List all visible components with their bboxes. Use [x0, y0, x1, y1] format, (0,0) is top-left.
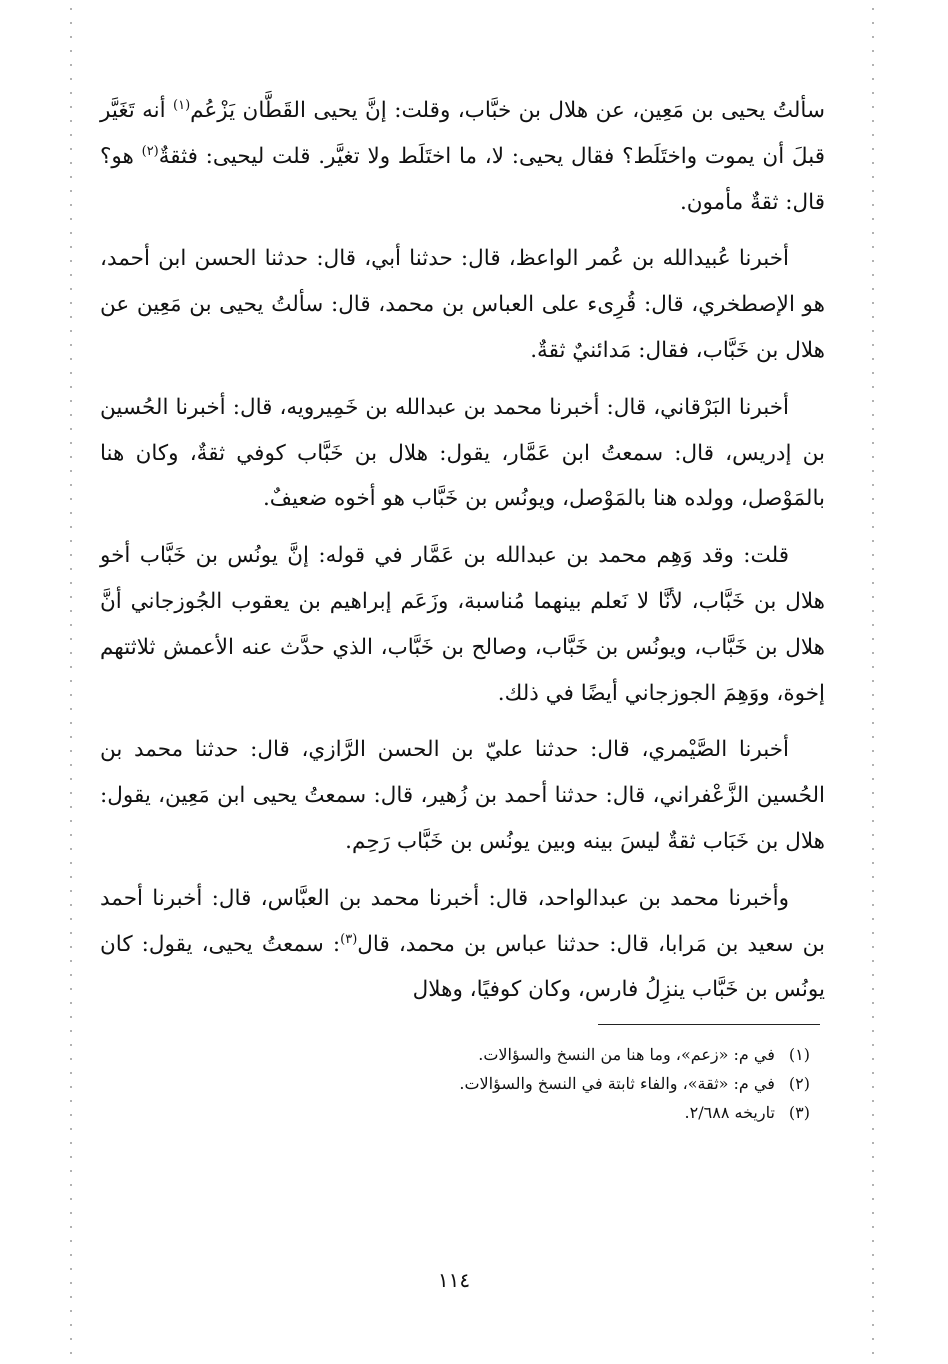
scan-dot [872, 316, 874, 318]
footnote-3-text: تاريخه ٢/٦٨٨. [684, 1103, 775, 1122]
scan-dot [70, 624, 72, 626]
scan-dot [70, 344, 72, 346]
scan-dot [70, 876, 72, 878]
scan-dot [70, 1198, 72, 1200]
page-number: ١١٤ [437, 1268, 471, 1292]
scan-dot [70, 1002, 72, 1004]
scan-dot [70, 50, 72, 52]
scan-dot [70, 988, 72, 990]
scan-dot [872, 1282, 874, 1284]
scan-dot [70, 1128, 72, 1130]
footnote-divider [598, 1024, 820, 1025]
scan-dot [872, 778, 874, 780]
scan-dot [70, 974, 72, 976]
scan-dot [70, 708, 72, 710]
scan-dot [872, 1184, 874, 1186]
scan-dot [70, 582, 72, 584]
scan-dot [872, 1058, 874, 1060]
scan-dot [70, 1114, 72, 1116]
paragraph-2: أخبرنا عُبيدالله بن عُمر الواعظ، قال: حدثنا أبي، قال: حدثنا الحسن ابن أحمد، هو الإصطخري، قال: قُرِىء على العباس بن محمد، قال: سألتُ يحيى بن مَعِين عن هلال بن خَبَّاب، فقال: مَدائنيٌ ثقةٌ. [100, 246, 825, 363]
scan-dot [70, 1296, 72, 1298]
scan-dot [70, 638, 72, 640]
paragraph-1 [100, 88, 825, 225]
scan-dot [872, 1198, 874, 1200]
scan-dot [70, 568, 72, 570]
footnote-ref-2: (٢) [141, 143, 159, 159]
scan-dot [872, 694, 874, 696]
scan-dot [70, 414, 72, 416]
scan-dot [70, 162, 72, 164]
scan-dot [70, 260, 72, 262]
scan-dot [70, 540, 72, 542]
scan-dot [872, 1324, 874, 1326]
paragraph-6-part-b: : سمعتُ يحيى، يقول: كان يونُس بن خَبَّاب ينزِلُ فارس، وكان كوفيًا، وهلال [100, 931, 825, 1003]
scan-dot [70, 470, 72, 472]
scan-dot [70, 274, 72, 276]
scan-dot [70, 848, 72, 850]
scan-dot [872, 820, 874, 822]
scan-dot [872, 1240, 874, 1242]
scan-dot [70, 1184, 72, 1186]
scan-dot [70, 316, 72, 318]
scan-dot [872, 540, 874, 542]
scan-dot [872, 526, 874, 528]
scan-dot [872, 428, 874, 430]
scan-dot [872, 680, 874, 682]
scan-dot [872, 834, 874, 836]
scan-dot [70, 302, 72, 304]
scan-dot [872, 1156, 874, 1158]
scan-dot [872, 442, 874, 444]
scan-dot [872, 862, 874, 864]
scan-dot [70, 960, 72, 962]
scan-dot [70, 120, 72, 122]
paragraph-4: قلت: وقد وَهِم محمد بن عبدالله بن عَمَّار في قوله: إنَّ يونُس بن خَبَّاب أخو هلال بن خَبَّاب، لأنَّا لا نَعلم بينهما مُناسبة، وزَعَم إبراهيم بن يعقوب الجُوزجاني أنَّ هلال بن خَبَّاب، ويونُس بن خَبَّاب، وصالح بن خَبَّاب، الذي حدَّث عنه الأعمش ثلاثتهم إخوة، ووَهِمَ الجوزجاني أيضًا في ذلك. [100, 543, 825, 706]
scan-dot [70, 1310, 72, 1312]
scan-dot [872, 708, 874, 710]
scan-dot [872, 848, 874, 850]
scan-dot [872, 1310, 874, 1312]
scan-dot [872, 582, 874, 584]
scan-dot [70, 400, 72, 402]
scan-dot [872, 50, 874, 52]
scan-dot [872, 386, 874, 388]
scan-dot [70, 512, 72, 514]
scan-dot [872, 400, 874, 402]
scan-dot [70, 204, 72, 206]
scan-dot [872, 1142, 874, 1144]
paragraph-1-part-a: سألتُ يحيى بن مَعِين، عن هلال بن خبَّاب، وقلت: إنَّ يحيى القَطَّان يَزْعُم [190, 98, 825, 123]
scan-dot [872, 106, 874, 108]
scan-dot [872, 1268, 874, 1270]
scan-dot [872, 554, 874, 556]
scan-dot [872, 1044, 874, 1046]
scan-dot [872, 988, 874, 990]
scan-dot [872, 456, 874, 458]
scan-dot [872, 1338, 874, 1340]
scan-dot [872, 1296, 874, 1298]
footnote-1-number: (١) [788, 1045, 810, 1064]
scan-dot [872, 750, 874, 752]
scan-dot [70, 386, 72, 388]
scan-dot [70, 834, 72, 836]
scan-dot [70, 8, 72, 10]
scan-dot [70, 1030, 72, 1032]
scan-dot [872, 932, 874, 934]
footnote-2-text: في م: «ثقة»، والفاء ثابتة في النسخ والسؤالات. [459, 1074, 775, 1093]
footnote-3 [300, 1098, 810, 1127]
scan-dot [70, 78, 72, 80]
scan-dot [872, 162, 874, 164]
scan-dot [70, 148, 72, 150]
scan-dot [872, 1072, 874, 1074]
scan-dot [872, 8, 874, 10]
scan-dot [70, 862, 72, 864]
scan-dot [70, 722, 72, 724]
scan-dot [70, 1268, 72, 1270]
scan-dot [70, 1044, 72, 1046]
scan-dot [872, 204, 874, 206]
scan-dot [872, 330, 874, 332]
scan-dot [872, 624, 874, 626]
scan-dot [872, 904, 874, 906]
scan-dot [70, 764, 72, 766]
scan-dot [70, 946, 72, 948]
scan-dot [70, 1324, 72, 1326]
scan-dot [872, 1352, 874, 1354]
scan-dot [70, 680, 72, 682]
scan-dot [70, 1142, 72, 1144]
scan-dot [872, 974, 874, 976]
scan-dot [872, 610, 874, 612]
scan-dot [70, 372, 72, 374]
scan-dot [70, 1072, 72, 1074]
scan-dot [872, 120, 874, 122]
footnote-2 [300, 1069, 810, 1098]
footnotes [300, 1040, 810, 1127]
scan-dot [70, 106, 72, 108]
scan-dot [872, 498, 874, 500]
scan-dot [70, 806, 72, 808]
scan-dot [70, 918, 72, 920]
scan-dot [70, 1212, 72, 1214]
scan-dot [70, 820, 72, 822]
scan-dot [872, 274, 874, 276]
scan-dot [70, 526, 72, 528]
scan-dot [872, 246, 874, 248]
scan-dot [70, 652, 72, 654]
scan-dot [70, 1338, 72, 1340]
scan-dot [70, 1058, 72, 1060]
scan-dot [872, 484, 874, 486]
scan-dot [872, 148, 874, 150]
scan-dot [70, 218, 72, 220]
footnote-2-number: (٢) [788, 1074, 810, 1093]
scan-dot [70, 442, 72, 444]
scan-dot [872, 64, 874, 66]
scan-dot [70, 1226, 72, 1228]
paragraph-1-part-b: أنه تَغَيَّر قبلَ أن يموت واختَلَط؟ فقال يحيى: لا، ما اختَلَط ولا تغيَّر. قلت ليحيى: فثقةٌ [100, 98, 825, 169]
scan-dot [70, 1100, 72, 1102]
scan-dot [872, 568, 874, 570]
scan-dot [872, 372, 874, 374]
scan-dot [872, 722, 874, 724]
scan-dot [872, 232, 874, 234]
scan-dot [70, 666, 72, 668]
footnote-ref-1: (١) [173, 97, 191, 113]
scan-dot [872, 1002, 874, 1004]
scan-dot [70, 484, 72, 486]
scan-dot [70, 456, 72, 458]
scan-dot [872, 1128, 874, 1130]
scan-dot [70, 190, 72, 192]
scan-dot [872, 764, 874, 766]
scan-dot [872, 1016, 874, 1018]
scan-dot [872, 302, 874, 304]
scan-dot [70, 64, 72, 66]
scan-dot [70, 232, 72, 234]
scan-dot-column-left [70, 0, 72, 1364]
scan-dot [70, 778, 72, 780]
scan-dot [70, 330, 72, 332]
scan-dot [70, 22, 72, 24]
scan-dot [872, 946, 874, 948]
scan-dot [872, 1100, 874, 1102]
scan-dot [872, 638, 874, 640]
scan-dot [70, 750, 72, 752]
scan-dot [872, 414, 874, 416]
scan-dot [70, 1170, 72, 1172]
scan-dot [70, 92, 72, 94]
scan-dot [872, 876, 874, 878]
scan-dot [872, 512, 874, 514]
footnote-3-number: (٣) [788, 1103, 810, 1122]
scan-dot [872, 470, 874, 472]
scan-dot [872, 92, 874, 94]
scan-dot [70, 246, 72, 248]
paragraph-3: أخبرنا البَرْقاني، قال: أخبرنا محمد بن عبدالله بن خَمِيرويه، قال: أخبرنا الحُسين بن إدريس، قال: سمعتُ ابن عَمَّار، يقول: هلال بن خَبَّاب كوفي ثقةٌ، وكان هنا بالمَوْصل، وولده هنا بالمَوْصل، ويونُس بن خَبَّاب هو أخوه ضعيفٌ. [100, 394, 825, 512]
footnote-1-text: في م: «زعم»، وما هنا من النسخ والسؤالات. [478, 1045, 775, 1064]
scan-dot [872, 1170, 874, 1172]
footnote-ref-3: (٣) [340, 931, 358, 947]
scan-dot [70, 134, 72, 136]
scan-dot [872, 36, 874, 38]
scan-dot [70, 904, 72, 906]
paragraph-1-part-c: هو؟ قال: ثقةٌ مأمون. [100, 143, 825, 215]
scan-dot [70, 736, 72, 738]
scan-dot [872, 918, 874, 920]
scan-dot [872, 344, 874, 346]
scan-dot [70, 1352, 72, 1354]
paragraph-5: أخبرنا الصَّيْمري، قال: حدثنا عليّ بن الحسن الرَّازي، قال: حدثنا محمد بن الحُسين الزَّعْفراني، قال: حدثنا أحمد بن زُهير، قال: سمعتُ يحيى ابن مَعِين، يقول: هلال بن خَبَاب ثقةٌ ليسَ بينه وبين يونُس بن خَبَّاب رَحِم. [100, 737, 825, 854]
scan-dot [872, 890, 874, 892]
scan-dot [70, 1156, 72, 1158]
scan-dot [872, 596, 874, 598]
scan-dot [872, 792, 874, 794]
scan-dot [872, 666, 874, 668]
scan-dot [70, 694, 72, 696]
scan-dot [70, 1016, 72, 1018]
scan-dot [70, 932, 72, 934]
scan-dot [872, 1254, 874, 1256]
scan-dot [872, 134, 874, 136]
scan-dot [70, 1240, 72, 1242]
scan-dot [70, 498, 72, 500]
scan-dot [872, 1114, 874, 1116]
scan-dot [70, 1282, 72, 1284]
scan-dot [872, 652, 874, 654]
scan-dot [872, 806, 874, 808]
paragraph-6 [100, 876, 825, 1013]
footnote-1 [300, 1040, 810, 1069]
scan-dot [872, 176, 874, 178]
paragraph-6-part-a: وأخبرنا محمد بن عبدالواحد، قال: أخبرنا محمد بن العبَّاس، قال: أخبرنا أحمد بن سعيد بن مَرابا، قال: حدثنا عباس بن محمد، قال [100, 885, 826, 957]
scan-dot [70, 610, 72, 612]
scan-dot [70, 792, 72, 794]
scan-dot [872, 1086, 874, 1088]
scan-dot [872, 358, 874, 360]
scan-dot [872, 736, 874, 738]
scan-dot [70, 1086, 72, 1088]
scan-dot [872, 1212, 874, 1214]
scan-dot [70, 554, 72, 556]
scan-dot [872, 260, 874, 262]
scan-dot [872, 190, 874, 192]
scan-dot [872, 960, 874, 962]
scan-dot [872, 288, 874, 290]
scan-dot [70, 596, 72, 598]
scan-dot [70, 890, 72, 892]
scan-dot [70, 428, 72, 430]
scan-dot [70, 36, 72, 38]
scan-dot [872, 22, 874, 24]
scan-dot [872, 1030, 874, 1032]
scan-dot [70, 288, 72, 290]
scan-dot [70, 358, 72, 360]
scan-dot [70, 176, 72, 178]
main-text [100, 88, 825, 1024]
scan-dot [872, 1226, 874, 1228]
scan-dot [70, 1254, 72, 1256]
scan-dot [872, 218, 874, 220]
scan-dot-column-right [872, 0, 874, 1364]
scan-dot [872, 78, 874, 80]
